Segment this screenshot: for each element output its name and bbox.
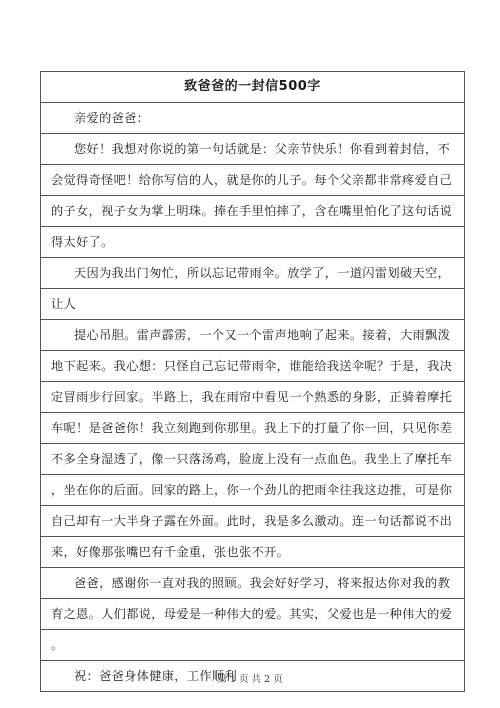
letter-line: 自己却有一大半身子露在外面。此时，我是多么激动。连一句话都说不出 <box>41 506 464 537</box>
document-title: 致爸爸的一封信500字 <box>41 72 464 103</box>
letter-line: ，坐在你的后面。回家的路上，你一个劲儿的把雨伞往我这边推，可是你 <box>41 475 464 506</box>
letter-sheet <box>40 71 465 692</box>
letter-line: 让人 <box>41 289 464 320</box>
letter-line: 提心吊胆。雷声霹雳，一个又一个雷声地响了起来。接着，大雨飘泼 <box>41 320 464 351</box>
letter-line: 车呢！是爸爸你！我立刻跑到你那里。我上下的打量了你一回，只见你差 <box>41 413 464 444</box>
letter-line: 会觉得奇怪吧！给你写信的人，就是你的儿子。每个父亲都非常疼爱自己 <box>41 165 464 196</box>
letter-line: 来，好像那张嘴巴有千金重，张也张不开。 <box>41 537 464 568</box>
letter-line: 定冒雨步行回家。半路上，我在雨帘中看见一个熟悉的身影，正骑着摩托 <box>41 382 464 413</box>
letter-line: 的子女，视子女为掌上明珠。捧在手里怕摔了，含在嘴里怕化了这句话说 <box>41 196 464 227</box>
letter-line: 您好！我想对你说的第一句话就是：父亲节快乐！你看到着封信，不 <box>41 134 464 165</box>
letter-line: 亲爱的爸爸： <box>41 103 464 134</box>
letter-line: 天因为我出门匆忙，所以忘记带雨伞。放学了，一道闪雷划破天空， <box>41 258 464 289</box>
letter-line: 不多全身湿透了，像一只落汤鸡，脸庞上没有一点血色。我坐上了摩托车 <box>41 444 464 475</box>
letter-line: 爸爸，感谢你一直对我的照顾。我会好好学习，将来报达你对我的教 <box>41 568 464 599</box>
letter-line: 祝：爸爸身体健康，工作顺利 <box>41 661 464 692</box>
page-footer: 第 1 页 共 2 页 <box>217 674 283 685</box>
letter-line: 。 <box>41 630 464 661</box>
letter-line: 地下起来。我心想：只怪自己忘记带雨伞，谁能给我送伞呢？于是，我决 <box>41 351 464 382</box>
letter-line: 得太好了。 <box>41 227 464 258</box>
letter-body <box>41 103 464 692</box>
letter-line: 育之恩。人们都说，母爱是一种伟大的爱。其实，父爱也是一种伟大的爱 <box>41 599 464 630</box>
